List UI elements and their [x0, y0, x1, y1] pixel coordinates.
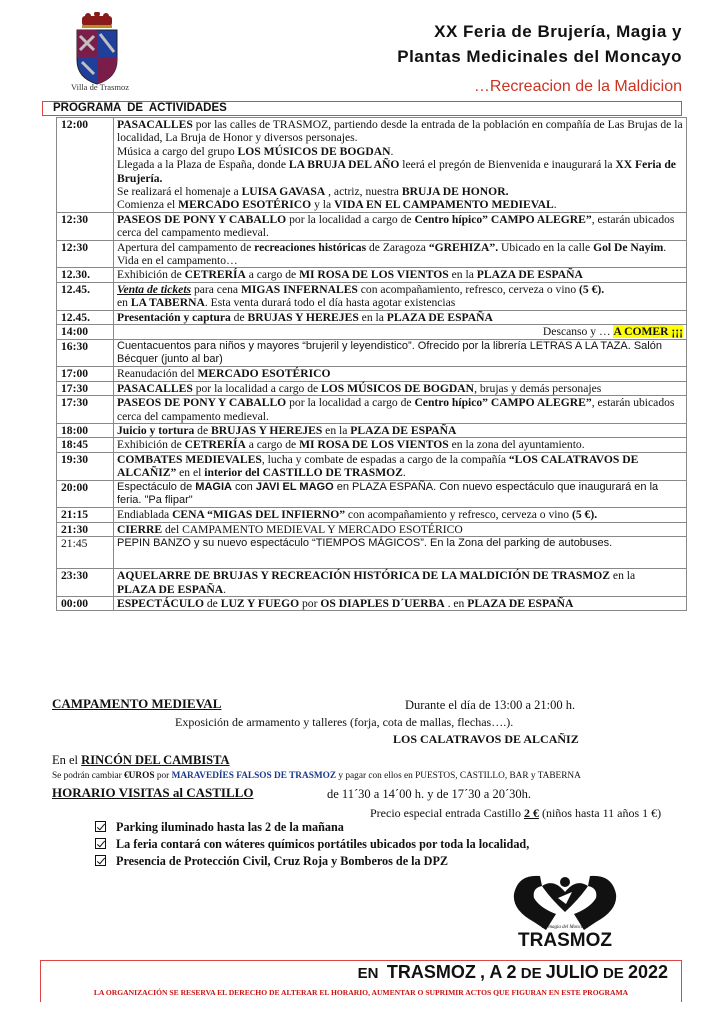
checkbox-checked-icon [95, 838, 106, 849]
subtitle: …Recreacion de la Maldicion [473, 78, 682, 95]
campamento-title: CAMPAMENTO MEDIEVAL [52, 696, 222, 711]
horario-title: HORARIO VISITAS al CASTILLO [52, 785, 254, 800]
schedule-row [57, 339, 687, 367]
schedule-row [57, 118, 687, 213]
schedule-time: 12.45. [57, 282, 114, 310]
title-line-2: Plantas Medicinales del Moncayo [397, 47, 682, 66]
schedule-row [57, 569, 687, 597]
schedule-row [57, 522, 687, 536]
schedule-time: 21:15 [57, 508, 114, 522]
schedule-row [57, 508, 687, 522]
schedule-description: Espectáculo de MAGIA con JAVI EL MAGO en PLAZA ESPAÑA. Con nuevo espectáculo que inaugurará en la feria. "Pa flipar" [114, 480, 687, 508]
coat-of-arms-icon [62, 12, 132, 90]
schedule-description: Venta de tickets para cena MIGAS INFERNALES con acompañamiento, refresco, cerveza o vino (5 €). en LA TABERNA. Esta venta durará todo el día hasta agotar existencias [114, 282, 687, 310]
horario-price: Precio especial entrada Castillo 2 € (niños hasta 11 años 1 €) [370, 806, 662, 820]
trasmoz-logo [500, 868, 630, 950]
schedule-row [57, 282, 687, 310]
schedule-time: 20:00 [57, 480, 114, 508]
schedule-row [57, 423, 687, 437]
schedule-table [56, 117, 687, 611]
schedule-row [57, 310, 687, 324]
schedule-time: 21:45 [57, 537, 114, 569]
campamento-time: Durante el día de 13:00 a 21:00 h. [405, 698, 576, 712]
schedule-time: 14:00 [57, 325, 114, 339]
schedule-time: 12:30 [57, 240, 114, 268]
schedule-description: Descanso y … A COMER ¡¡¡ [114, 325, 687, 339]
schedule-description: Presentación y captura de BRUJAS Y HEREJES en la PLAZA DE ESPAÑA [114, 310, 687, 324]
checklist-item: Presencia de Protección Civil, Cruz Roja y Bomberos de la DPZ [95, 854, 448, 869]
schedule-description: ESPECTÁCULO de LUZ Y FUEGO por OS DIAPLES D´UERBA . en PLAZA DE ESPAÑA [114, 597, 687, 611]
schedule-row [57, 396, 687, 424]
schedule-time: 12:30 [57, 212, 114, 240]
schedule-time: 12:00 [57, 118, 114, 213]
cambista-line: En el RINCÓN DEL CAMBISTA [52, 753, 230, 767]
schedule-time: 16:30 [57, 339, 114, 367]
schedule-description: Apertura del campamento de recreaciones históricas de Zaragoza “GREHIZA”. Ubicado en la calle Gol De Nayim. Vida en el campamento… [114, 240, 687, 268]
schedule-time: 17:00 [57, 367, 114, 381]
svg-text:La magia del Moncayo: La magia del Moncayo [541, 925, 589, 930]
campamento-group: LOS CALATRAVOS DE ALCAÑIZ [393, 732, 579, 746]
schedule-row [57, 597, 687, 611]
schedule-description: PASACALLES por las calles de TRASMOZ, partiendo desde la entrada de la población en compañía de Las Brujas de la localidad, La Bruja de Honor y diversos personajes. Música a cargo del grupo LOS MÚSICOS DE BOGDAN. Llegada a la Plaza de España, donde LA BRUJA DEL AÑO leerá el pregón de Bienvenida e inaugurará la XX Feria de Brujería. Se realizará el homenaje a LUISA GAVASA , actriz, nuestra BRUJA DE HONOR. Comienza el MERCADO ESOTÉRICO y la VIDA EN EL CAMPAMENTO MEDIEVAL. [114, 118, 687, 213]
schedule-description: Endiablada CENA “MIGAS DEL INFIERNO” con acompañamiento y refresco, cerveza o vino (5 €). [114, 508, 687, 522]
lunch-highlight: A COMER ¡¡¡ [613, 325, 683, 339]
schedule-time: 18:45 [57, 438, 114, 452]
schedule-time: 00:00 [57, 597, 114, 611]
schedule-row [57, 438, 687, 452]
campamento-exhibition: Exposición de armamento y talleres (forja, cota de mallas, flechas….). [175, 715, 514, 729]
horario-times: de 11´30 a 14´00 h. y de 17´30 a 20´30h. [327, 787, 532, 801]
title-line-1: XX Feria de Brujería, Magia y [434, 22, 682, 41]
schedule-description: CIERRE del CAMPAMENTO MEDIEVAL Y MERCADO ESOTÉRICO [114, 522, 687, 536]
checkbox-checked-icon [95, 821, 106, 832]
schedule-time: 12.45. [57, 310, 114, 324]
schedule-time: 23:30 [57, 569, 114, 597]
schedule-row [57, 367, 687, 381]
cambista-note: Se podrán cambiar €UROS por MARAVEDÍES FALSOS DE TRASMOZ y pagar con ellos en PUESTOS, CASTILLO, BAR y TABERNA [52, 771, 581, 781]
schedule-time: 19:30 [57, 452, 114, 480]
checkbox-checked-icon [95, 855, 106, 866]
schedule-row [57, 268, 687, 282]
schedule-row [57, 325, 687, 339]
schedule-description: Reanudación del MERCADO ESOTÉRICO [114, 367, 687, 381]
schedule-row [57, 537, 687, 569]
footer-disclaimer: LA ORGANIZACIÓN SE RESERVA EL DERECHO DE ALTERAR EL HORARIO, AUMENTAR O SUPRIMIR ACTOS QUE FIGURAN EN ESTE PROGRAMA [93, 988, 629, 997]
checklist-item: Parking iluminado hasta las 2 de la mañana [95, 820, 344, 835]
cambista-name: RINCÓN DEL CAMBISTA [81, 753, 230, 767]
schedule-time: 17:30 [57, 396, 114, 424]
programme-heading: PROGRAMA DE ACTIVIDADES [42, 101, 682, 116]
schedule-description: Cuentacuentos para niños y mayores “brujeril y leyendistico”. Ofrecido por la librería LETRAS A LA TAZA. Salón Bécquer (junto al bar) [114, 339, 687, 367]
checklist-item: La feria contará con wáteres químicos portátiles ubicados por toda la localidad, [95, 837, 529, 852]
schedule-row [57, 381, 687, 395]
schedule-time: 18:00 [57, 423, 114, 437]
footer-date: EN TRASMOZ , A 2 DE JULIO DE 2022 [357, 962, 668, 982]
schedule-description: Exhibición de CETRERÍA a cargo de MI ROSA DE LOS VIENTOS en la zona del ayuntamiento. [114, 438, 687, 452]
svg-text:TRASMOZ: TRASMOZ [518, 930, 612, 950]
schedule-row [57, 452, 687, 480]
schedule-row [57, 480, 687, 508]
schedule-description: PASEOS DE PONY Y CABALLO por la localidad a cargo de Centro hípico” CAMPO ALEGRE”, estarán ubicados cerca del campamento medieval. [114, 396, 687, 424]
crest-caption: Villa de Trasmoz [70, 82, 130, 92]
schedule-description: COMBATES MEDIEVALES, lucha y combate de espadas a cargo de la compañía “LOS CALATRAVOS DE ALCAÑIZ” en el interior del CASTILLO DE TRASMOZ. [114, 452, 687, 480]
schedule-description: AQUELARRE DE BRUJAS Y RECREACIÓN HISTÓRICA DE LA MALDICIÓN DE TRASMOZ en la PLAZA DE ESPAÑA. [114, 569, 687, 597]
schedule-row [57, 240, 687, 268]
schedule-description: Exhibición de CETRERÍA a cargo de MI ROSA DE LOS VIENTOS en la PLAZA DE ESPAÑA [114, 268, 687, 282]
schedule-description: PEPIN BANZO y su nuevo espectáculo “TIEMPOS MÁGICOS”. En la Zona del parking de autobuses. [114, 537, 687, 569]
schedule-description: PASEOS DE PONY Y CABALLO por la localidad a cargo de Centro hípico” CAMPO ALEGRE”, estarán ubicados cerca del campamento medieval. [114, 212, 687, 240]
schedule-row [57, 212, 687, 240]
schedule-time: 17:30 [57, 381, 114, 395]
schedule-time: 12.30. [57, 268, 114, 282]
schedule-time: 21:30 [57, 522, 114, 536]
schedule-description: Juicio y tortura de BRUJAS Y HEREJES en la PLAZA DE ESPAÑA [114, 423, 687, 437]
schedule-description: PASACALLES por la localidad a cargo de LOS MÚSICOS DE BOGDAN, brujas y demás personajes [114, 381, 687, 395]
